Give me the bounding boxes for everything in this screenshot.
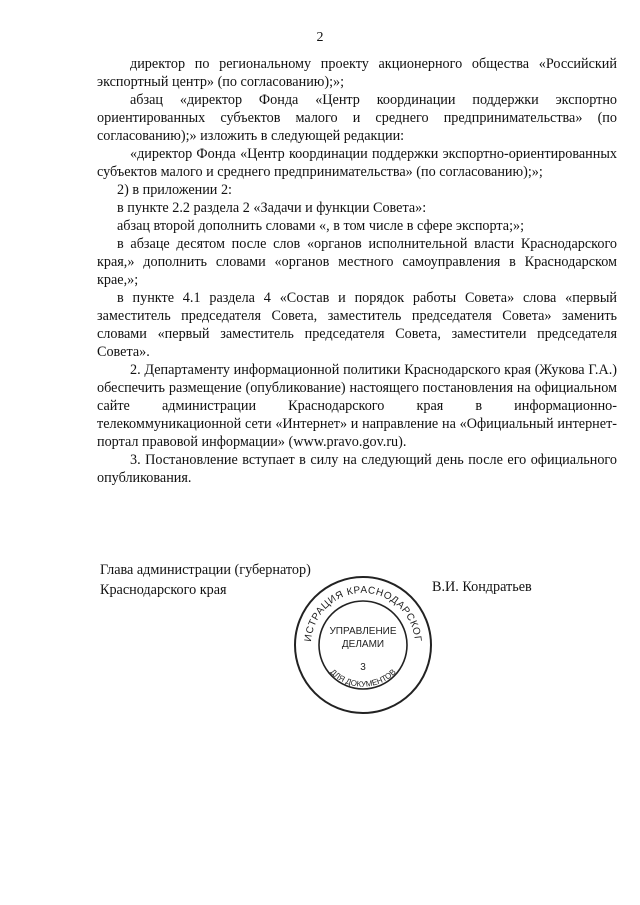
paragraph-3: «директор Фонда «Центр координации поддержки экспортно-ориентированных субъектов малого и среднего предпринимательства» (по согласованию);»; — [97, 146, 617, 180]
paragraph-6: абзац второй дополнить словами «, в том числе в сфере экспорта;»; — [117, 218, 525, 234]
stamp-ring-top: ИСТРАЦИЯ КРАСНОДАРСКОГ — [303, 584, 423, 643]
document-body — [97, 55, 617, 487]
paragraph-2: абзац «директор Фонда «Центр координации поддержки экспортно ориентированных субъектов малого и среднего предпринимательства» (по согласованию);» изложить в следующей редакции: — [97, 92, 617, 144]
signature-title-line-2: Краснодарского края — [100, 582, 227, 598]
signature-title — [100, 560, 311, 600]
signature-name: В.И. Кондратьев — [432, 579, 532, 595]
stamp-ring-bottom: ДЛЯ ДОКУМЕНТОВ — [328, 667, 398, 689]
stamp-number: 3 — [360, 662, 366, 673]
paragraph-8: в пункте 4.1 раздела 4 «Состав и порядок работы Совета» слова «первый заместитель председателя Совета, заместитель председателя Совета» заменить словами «первый заместитель председателя Совета, заместители председателя Совета». — [97, 290, 617, 360]
signature-title-line-1: Глава администрации (губернатор) — [100, 562, 311, 578]
paragraph-9: 2. Департаменту информационной политики Краснодарского края (Жукова Г.А.) обеспечить размещение (опубликование) настоящего постановления на официальном сайте администрации Краснодарского края в информационно-телекоммуникационной сети «Интернет» и направление на «Официальный интернет-портал правовой информации» (www.pravo.gov.ru). — [97, 362, 617, 450]
paragraph-4: 2) в приложении 2: — [117, 182, 232, 198]
official-stamp — [290, 572, 436, 718]
stamp-seal-icon — [290, 572, 436, 718]
stamp-center-line-1: УПРАВЛЕНИЕ — [329, 626, 397, 637]
paragraph-10: 3. Постановление вступает в силу на следующий день после его официального опубликования. — [97, 452, 617, 486]
paragraph-1: директор по региональному проекту акционерного общества «Российский экспортный центр» (по согласованию);»; — [97, 56, 617, 90]
paragraph-5: в пункте 2.2 раздела 2 «Задачи и функции Совета»: — [117, 200, 427, 216]
stamp-center-line-2: ДЕЛАМИ — [341, 639, 385, 650]
page-number: 2 — [316, 30, 324, 45]
paragraph-7: в абзаце десятом после слов «органов исполнительной власти Краснодарского края,» дополнить словами «органов местного самоуправления в Краснодарском крае,»; — [97, 236, 617, 288]
